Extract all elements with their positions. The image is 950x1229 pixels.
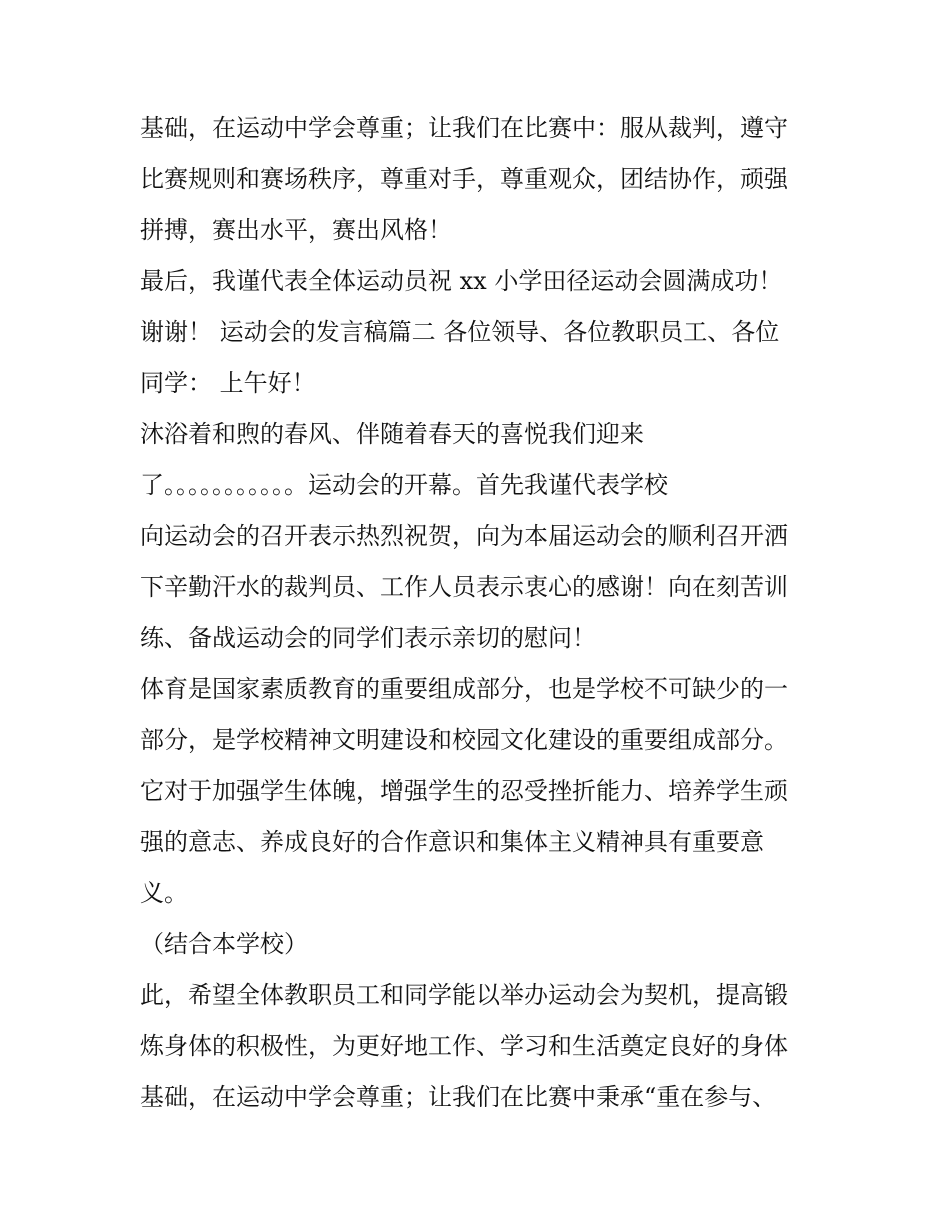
text-line: 炼身体的积极性，为更好地工作、学习和生活奠定良好的身体 — [140, 1032, 788, 1060]
text-line: 强的意志、养成良好的合作意识和集体主义精神具有重要意 — [140, 828, 764, 856]
text-line: 拼搏，赛出水平，赛出风格！ — [140, 216, 452, 244]
text-line: 谢谢！ 运动会的发言稿篇二 各位领导、各位教职员工、各位 — [140, 318, 780, 346]
text-line: 它对于加强学生体魄，增强学生的忍受挫折能力、培养学生顽 — [140, 777, 788, 805]
text-line: 最后，我谨代表全体运动员祝 xx 小学田径运动会圆满成功！ — [140, 267, 783, 295]
text-line: 基础，在运动中学会尊重；让我们在比赛中：服从裁判，遵守 — [140, 114, 788, 142]
text-line: 基础，在运动中学会尊重；让我们在比赛中秉承“重在参与、 — [140, 1083, 777, 1111]
text-line: 下辛勤汗水的裁判员、工作人员表示衷心的感谢！向在刻苦训 — [140, 573, 788, 601]
text-line: 沐浴着和煦的春风、伴随着春天的喜悦我们迎来 — [140, 420, 644, 448]
text-line: 此，希望全体教职员工和同学能以举办运动会为契机，提高锻 — [140, 981, 788, 1009]
text-line: 了。。。。。。。。。。。运动会的开幕。首先我谨代表学校 — [140, 471, 668, 499]
text-line: 同学： 上午好！ — [140, 369, 316, 397]
text-line: 比赛规则和赛场秩序，尊重对手，尊重观众，团结协作，顽强 — [140, 165, 788, 193]
text-line: 义。 — [140, 879, 188, 907]
text-line: 体育是国家素质教育的重要组成部分，也是学校不可缺少的一 — [140, 675, 788, 703]
text-line: （结合本学校） — [140, 930, 308, 958]
text-line: 部分，是学校精神文明建设和校园文化建设的重要组成部分。 — [140, 726, 788, 754]
text-line: 练、备战运动会的同学们表示亲切的慰问！ — [140, 624, 596, 652]
document-body — [140, 103, 830, 1123]
text-line: 向运动会的召开表示热烈祝贺，向为本届运动会的顺利召开洒 — [140, 522, 788, 550]
